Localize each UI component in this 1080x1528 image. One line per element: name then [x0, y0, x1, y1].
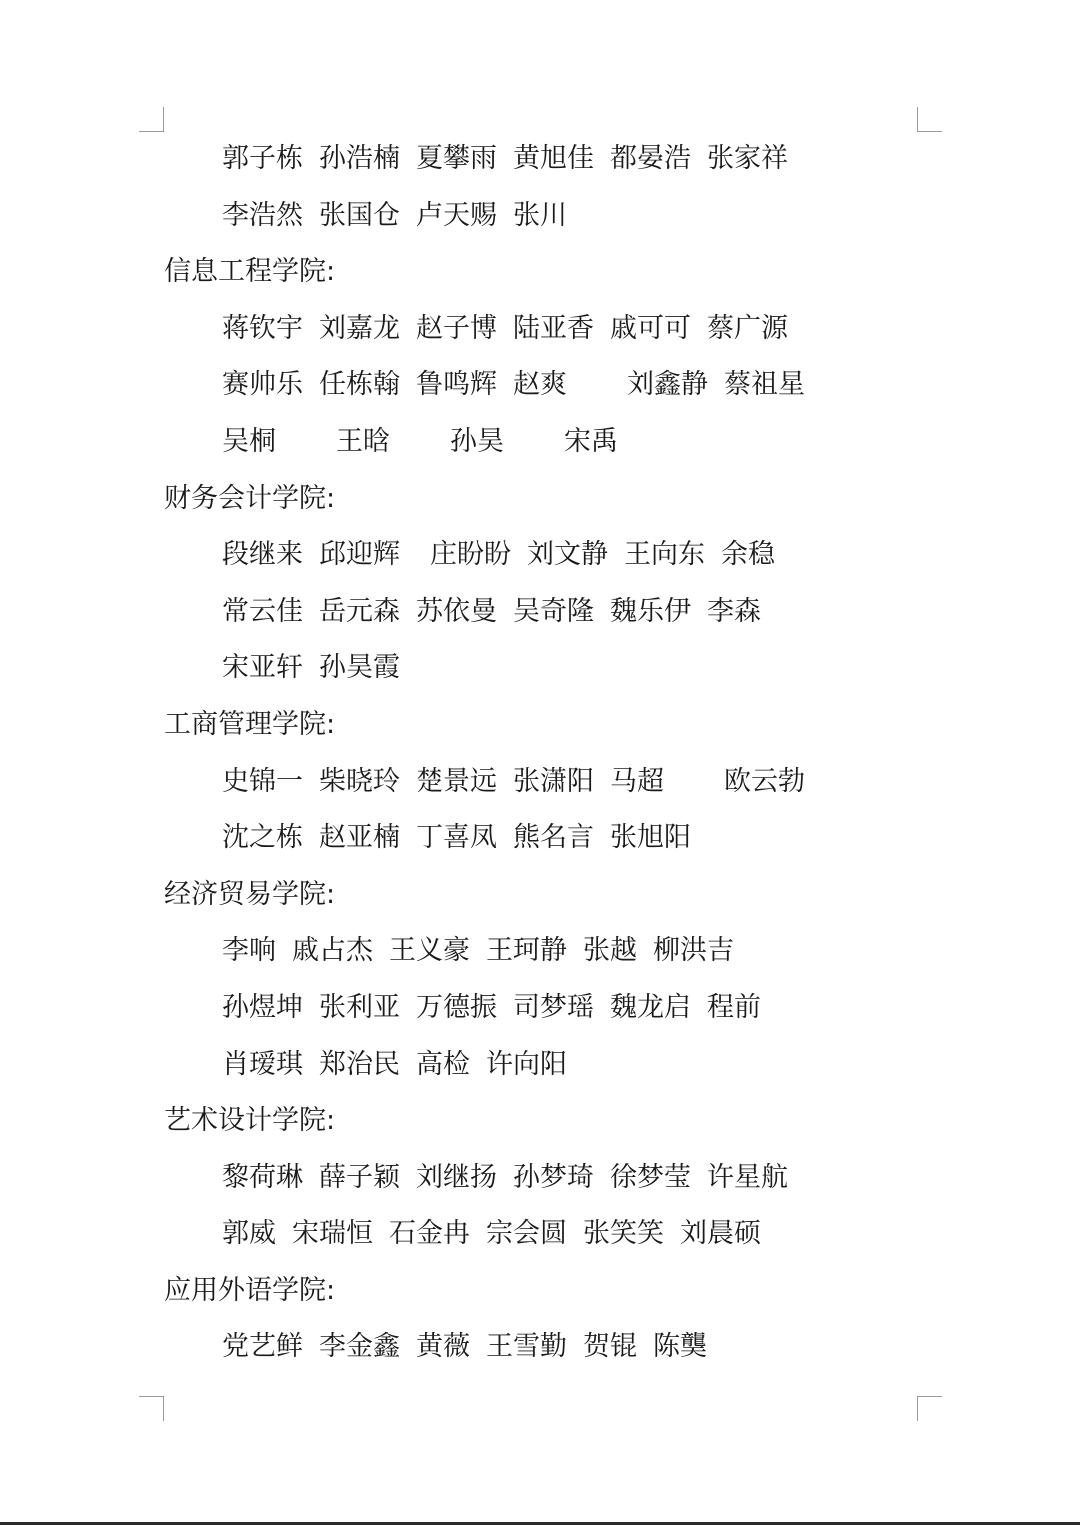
name-row [164, 1037, 924, 1094]
student-name: 黄薇 [416, 1331, 470, 1363]
student-name: 蔡祖星 [724, 369, 805, 401]
student-name: 张旭阳 [610, 822, 691, 854]
margin-corner-mark [139, 1396, 164, 1421]
student-name: 孙昊 [450, 425, 504, 457]
student-name: 柳洪吉 [653, 935, 734, 967]
student-name: 邱迎辉 [319, 539, 400, 571]
student-name: 徐梦莹 [610, 1161, 691, 1193]
student-name: 鲁鸣辉 [416, 369, 497, 401]
name-row [164, 414, 924, 471]
student-name: 孙浩楠 [319, 143, 400, 174]
student-name: 刘嘉龙 [319, 312, 400, 344]
student-name: 李金鑫 [319, 1331, 400, 1363]
student-name: 吴桐 [222, 425, 276, 457]
student-name: 王义豪 [389, 935, 470, 967]
name-row [164, 527, 924, 584]
student-name: 张潇阳 [513, 765, 594, 797]
student-name: 黎荷琳 [222, 1161, 303, 1193]
name-row [164, 131, 924, 188]
name-row [164, 980, 924, 1037]
name-row [164, 301, 924, 358]
student-name: 黄旭佳 [513, 143, 594, 174]
college-heading: 信息工程学院: [164, 256, 336, 288]
bottom-edge-rule [0, 1522, 1080, 1525]
student-name: 卢天赐 [416, 199, 497, 231]
student-name: 司梦瑶 [513, 991, 594, 1023]
student-name: 熊名言 [513, 822, 594, 854]
student-name: 赵亚楠 [319, 822, 400, 854]
student-name: 郑治民 [319, 1048, 400, 1080]
student-name: 苏依曼 [416, 595, 497, 627]
student-name: 楚景远 [416, 765, 497, 797]
student-name: 夏攀雨 [416, 143, 497, 174]
student-name: 王珂静 [486, 935, 567, 967]
student-name: 许向阳 [486, 1048, 567, 1080]
student-name: 万德振 [416, 991, 497, 1023]
college-heading: 艺术设计学院: [164, 1105, 336, 1137]
student-name: 郭子栋 [222, 143, 303, 174]
college-heading: 经济贸易学院: [164, 878, 336, 910]
margin-corner-mark [917, 107, 942, 132]
name-row [164, 640, 924, 697]
student-name: 宋瑞恒 [292, 1218, 373, 1250]
student-name: 赛帅乐 [222, 369, 303, 401]
student-name: 吴奇隆 [513, 595, 594, 627]
student-name: 许星航 [707, 1161, 788, 1193]
student-name: 肖瑷琪 [222, 1048, 303, 1080]
student-name: 马超 [610, 765, 664, 797]
student-name: 刘文静 [527, 539, 608, 571]
student-name: 魏龙启 [610, 991, 691, 1023]
college-heading: 财务会计学院: [164, 482, 336, 514]
student-name: 王向东 [624, 539, 705, 571]
student-name: 庄盼盼 [430, 539, 511, 571]
name-row [164, 1206, 924, 1263]
student-name: 贺锟 [583, 1331, 637, 1363]
student-name: 蔡广源 [707, 312, 788, 344]
student-name: 丁喜凤 [416, 822, 497, 854]
student-name: 都晏浩 [610, 143, 691, 174]
student-name: 沈之栋 [222, 822, 303, 854]
student-name: 高检 [416, 1048, 470, 1080]
name-row [164, 923, 924, 980]
student-name: 程前 [707, 991, 761, 1023]
student-name: 赵子博 [416, 312, 497, 344]
student-name: 陈龑 [653, 1331, 707, 1363]
name-row [164, 1150, 924, 1207]
student-name: 岳元森 [319, 595, 400, 627]
name-row [164, 754, 924, 811]
student-name: 陆亚香 [513, 312, 594, 344]
name-row [164, 584, 924, 641]
college-heading: 应用外语学院: [164, 1274, 336, 1306]
student-name: 张笑笑 [583, 1218, 664, 1250]
student-name: 石金冉 [389, 1218, 470, 1250]
student-name: 戚占杰 [292, 935, 373, 967]
student-name: 李响 [222, 935, 276, 967]
student-name: 王雪勤 [486, 1331, 567, 1363]
student-name: 李森 [707, 595, 761, 627]
student-name: 赵爽 [513, 369, 567, 401]
student-name: 宋亚轩 [222, 652, 303, 684]
student-name: 郭威 [222, 1218, 276, 1250]
student-name: 魏乐伊 [610, 595, 691, 627]
student-name: 欧云勃 [724, 765, 805, 797]
student-name: 孙煜坤 [222, 991, 303, 1023]
student-name: 李浩然 [222, 199, 303, 231]
student-name: 常云佳 [222, 595, 303, 627]
student-name: 张越 [583, 935, 637, 967]
student-name: 戚可可 [610, 312, 691, 344]
student-name: 段继来 [222, 539, 303, 571]
student-name: 任栋翰 [319, 369, 400, 401]
student-name: 宋禹 [564, 425, 618, 457]
student-name: 宗会圆 [486, 1218, 567, 1250]
student-name: 王晗 [336, 425, 390, 457]
name-list [164, 131, 924, 1376]
margin-corner-mark [139, 107, 164, 132]
name-row [164, 357, 924, 414]
college-heading: 工商管理学院: [164, 708, 336, 740]
student-name: 刘鑫静 [627, 369, 708, 401]
student-name: 张家祥 [707, 143, 788, 174]
student-name: 张川 [513, 199, 567, 231]
student-name: 蒋钦宇 [222, 312, 303, 344]
student-name: 史锦一 [222, 765, 303, 797]
student-name: 刘继扬 [416, 1161, 497, 1193]
name-row [164, 188, 924, 245]
student-name: 柴晓玲 [319, 765, 400, 797]
student-name: 孙梦琦 [513, 1161, 594, 1193]
student-name: 孙昊霞 [319, 652, 400, 684]
student-name: 薛子颖 [319, 1161, 400, 1193]
margin-corner-mark [917, 1396, 942, 1421]
name-row [164, 810, 924, 867]
student-name: 张国仓 [319, 199, 400, 231]
name-row [164, 1319, 924, 1376]
student-name: 刘晨硕 [680, 1218, 761, 1250]
student-name: 张利亚 [319, 991, 400, 1023]
student-name: 余稳 [721, 539, 775, 571]
student-name: 党艺鲜 [222, 1331, 303, 1363]
